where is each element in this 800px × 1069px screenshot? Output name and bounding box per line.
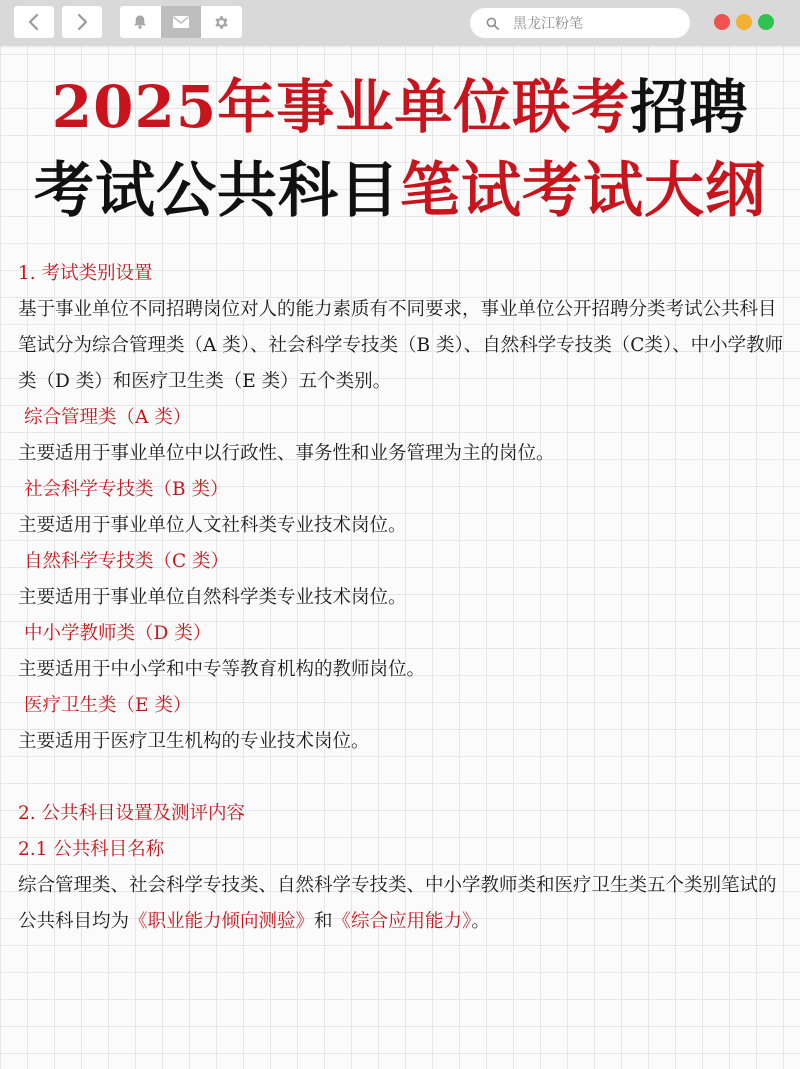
back-button[interactable]	[14, 6, 54, 38]
category-e-title: 医疗卫生类（E 类）	[24, 695, 192, 716]
section-1-title: 1. 考试类别设置	[18, 263, 153, 284]
section-2-1-title: 2.1 公共科目名称	[18, 839, 165, 860]
book-title-2: 《综合应用能力》	[332, 911, 472, 932]
mail-button[interactable]	[161, 6, 202, 38]
browser-toolbar	[0, 0, 800, 46]
category-d-title: 中小学教师类（D 类）	[24, 623, 212, 644]
search-icon	[486, 17, 499, 30]
headline-red-part: 笔试考试大纲	[400, 156, 766, 226]
headline-line-1	[0, 70, 800, 144]
headline-line-2	[0, 152, 800, 230]
minimize-window-button[interactable]	[736, 14, 752, 30]
notifications-button[interactable]	[120, 6, 161, 38]
forward-arrow-icon	[75, 13, 89, 31]
paragraph-text: 和	[314, 911, 333, 932]
paragraph-text: 综合管理类、社会科学专技类、自然科学专技类、中小学教师类和医疗卫生类五个类别笔试的公共科目均为	[18, 875, 777, 932]
forward-button[interactable]	[62, 6, 102, 38]
close-window-button[interactable]	[714, 14, 730, 30]
article-body	[18, 256, 786, 940]
section-spacer	[18, 760, 786, 796]
section-2-1-paragraph	[18, 868, 786, 940]
category-b-title: 社会科学专技类（B 类）	[24, 479, 229, 500]
book-title-1: 《职业能力倾向测验》	[129, 911, 315, 932]
headline-red-part: 2025年事业单位联考	[51, 73, 631, 141]
back-arrow-icon	[27, 13, 41, 31]
toolbar-button-group	[120, 6, 242, 38]
category-d-desc: 主要适用于中小学和中专等教育机构的教师岗位。	[18, 659, 426, 680]
search-placeholder: 黑龙江粉笔	[513, 16, 583, 32]
category-b-desc: 主要适用于事业单位人文社科类专业技术岗位。	[18, 515, 407, 536]
gear-icon	[213, 14, 230, 31]
search-input[interactable]	[470, 8, 690, 38]
section-2-title: 2. 公共科目设置及测评内容	[18, 803, 246, 824]
headline-black-part: 考试公共科目	[34, 156, 400, 226]
category-a-title: 综合管理类（A 类）	[24, 407, 192, 428]
section-1-intro: 基于事业单位不同招聘岗位对人的能力素质有不同要求，事业单位公开招聘分类考试公共科目笔试分为综合管理类（A 类）、社会科学专技类（B 类）、自然科学专技类（C类）、中小学教师类（D 类）和医疗卫生类（E 类）五个类别。	[18, 299, 784, 392]
bell-icon	[132, 14, 148, 30]
category-c-title: 自然科学专技类（C 类）	[24, 551, 230, 572]
headline-black-part: 招聘	[630, 73, 749, 141]
paragraph-text: 。	[471, 911, 490, 932]
category-a-desc: 主要适用于事业单位中以行政性、事务性和业务管理为主的岗位。	[18, 443, 555, 464]
category-e-desc: 主要适用于医疗卫生机构的专业技术岗位。	[18, 731, 370, 752]
category-c-desc: 主要适用于事业单位自然科学类专业技术岗位。	[18, 587, 407, 608]
maximize-window-button[interactable]	[758, 14, 774, 30]
window-controls	[714, 14, 774, 30]
mail-icon	[172, 15, 190, 29]
settings-button[interactable]	[201, 6, 242, 38]
